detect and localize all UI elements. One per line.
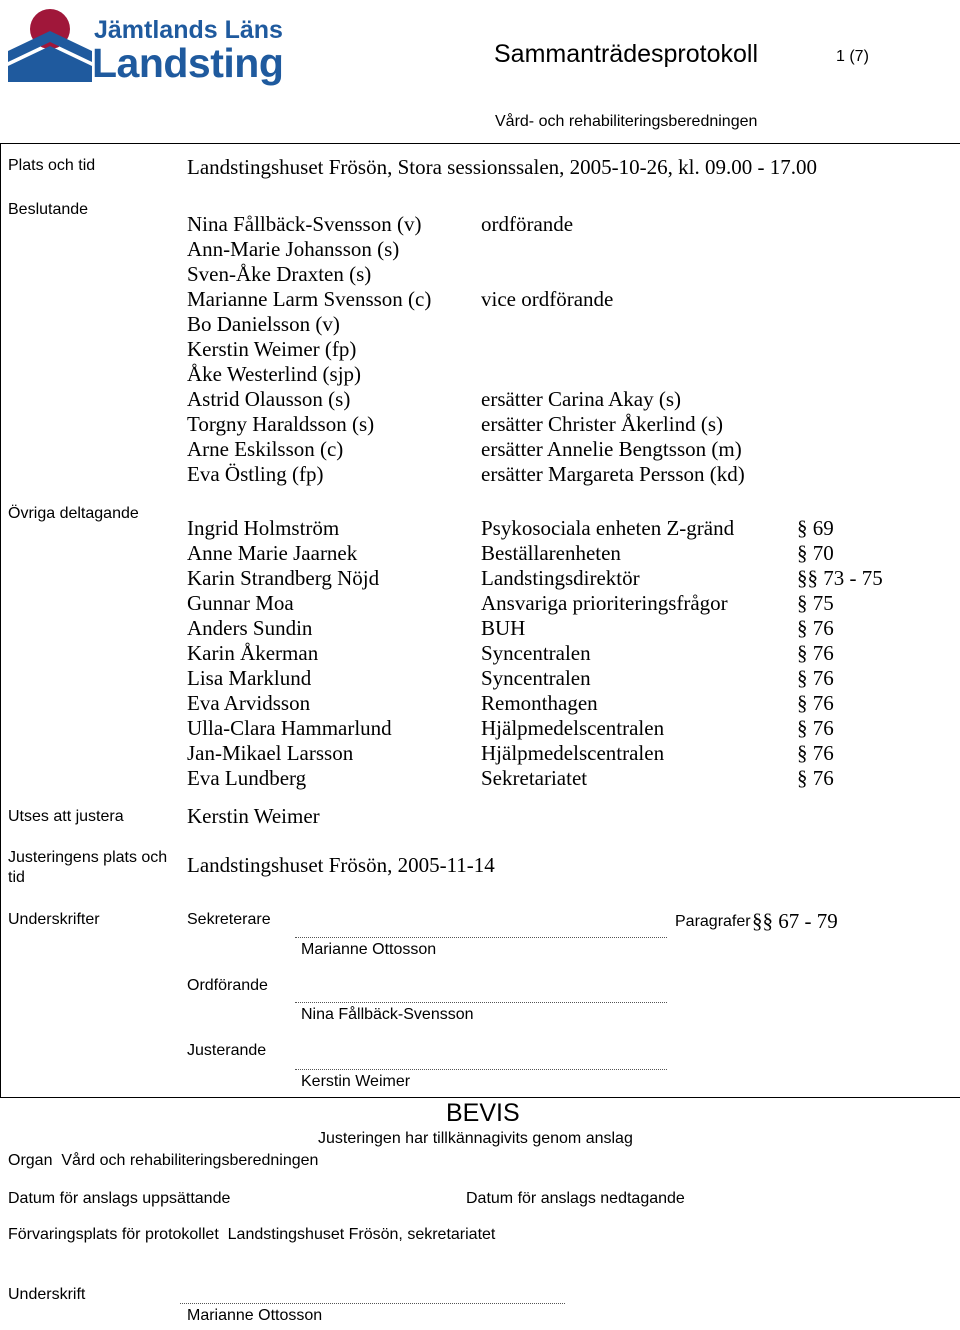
ovriga-paragraphs (797, 516, 883, 791)
list-item: § 76 (797, 616, 834, 640)
list-item: Eva Östling (fp) (187, 462, 324, 486)
list-item: ersätter Margareta Persson (kd) (481, 462, 745, 486)
list-item: Eva Arvidsson (187, 691, 311, 715)
list-item: Ulla-Clara Hammarlund (187, 716, 392, 740)
list-item: §§ 73 - 75 (797, 566, 883, 590)
list-item: Beställarenheten (481, 541, 621, 565)
list-item: ersätter Annelie Bengtsson (m) (481, 437, 742, 461)
datum-nedtagande-label: Datum för anslags nedtagande (466, 1190, 685, 1207)
list-item: Hjälpmedelscentralen (481, 741, 665, 765)
top-rule (0, 143, 960, 144)
list-item: ordförande (481, 212, 574, 236)
list-item (481, 237, 745, 262)
list-item: § 76 (797, 766, 834, 790)
list-item: § 76 (797, 741, 834, 765)
list-item: Arne Eskilsson (c) (187, 437, 344, 461)
organ-value: Vård och rehabiliteringsberedningen (61, 1152, 319, 1169)
list-item: Nina Fållbäck-Svensson (v) (187, 212, 422, 236)
justering-label-line2: tid (8, 869, 25, 886)
list-item (481, 262, 745, 287)
list-item: Gunnar Moa (187, 591, 294, 615)
list-item: Remonthagen (481, 691, 598, 715)
list-item: Astrid Olausson (s) (187, 387, 351, 411)
list-item: § 75 (797, 591, 834, 615)
forvaring-label: Förvaringsplats för protokollet (8, 1226, 219, 1243)
list-item: Bo Danielsson (v) (187, 312, 340, 336)
bevis-subtitle: Justeringen har tillkännagivits genom anslag (318, 1130, 633, 1147)
list-item: § 76 (797, 666, 834, 690)
list-item: Anders Sundin (187, 616, 313, 640)
organ-label: Organ (8, 1152, 53, 1169)
left-rule (0, 143, 1, 1098)
committee-name: Vård- och rehabiliteringsberedningen (495, 113, 758, 130)
list-item: ersätter Carina Akay (s) (481, 387, 682, 411)
page-number: 1 (7) (836, 48, 869, 65)
ovriga-label: Övriga deltagande (8, 505, 139, 522)
list-item: Sven-Åke Draxten (s) (187, 262, 372, 286)
ordforande-label: Ordförande (187, 977, 268, 994)
list-item (481, 337, 745, 362)
underskrift-name: Marianne Ottosson (187, 1307, 323, 1324)
ordforande-name: Nina Fållbäck-Svensson (301, 1006, 474, 1023)
beslutande-roles (481, 212, 745, 487)
justerande-signature-line (295, 1069, 667, 1070)
forvaring-row (8, 1226, 495, 1244)
justerande-label: Justerande (187, 1042, 267, 1059)
list-item: Sekretariatet (481, 766, 588, 790)
list-item: Karin Åkerman (187, 641, 319, 665)
list-item: Landstingsdirektör (481, 566, 640, 590)
document-title: Sammanträdesprotokoll (494, 40, 759, 68)
datum-uppsattande-label: Datum för anslags uppsättande (8, 1190, 231, 1207)
landsting-logo-icon (8, 6, 92, 84)
beslutande-label: Beslutande (8, 201, 89, 218)
list-item: Jan-Mikael Larsson (187, 741, 354, 765)
justera-label: Utses att justera (8, 808, 124, 825)
underskrifter-label: Underskrifter (8, 911, 100, 928)
list-item: ersätter Christer Åkerlind (s) (481, 412, 724, 436)
list-item: § 76 (797, 691, 834, 715)
list-item: § 76 (797, 641, 834, 665)
list-item: Ann-Marie Johansson (s) (187, 237, 400, 261)
plats-label: Plats och tid (8, 157, 96, 174)
list-item: Ansvariga prioriteringsfrågor (481, 591, 728, 615)
list-item (481, 312, 745, 337)
paragrafer-value: §§ 67 - 79 (752, 909, 838, 933)
list-item: Anne Marie Jaarnek (187, 541, 358, 565)
list-item: Karin Strandberg Nöjd (187, 566, 380, 590)
sekreterare-signature-line (295, 937, 667, 938)
list-item: Hjälpmedelscentralen (481, 716, 665, 740)
plats-value: Landstingshuset Frösön, Stora sessionssalen, 2005-10-26, kl. 09.00 - 17.00 (187, 155, 817, 179)
sekreterare-name: Marianne Ottosson (301, 941, 437, 958)
paragrafer-label: Paragrafer (675, 913, 751, 930)
list-item: Syncentralen (481, 641, 591, 665)
bevis-rule (0, 1097, 960, 1098)
ovriga-names (187, 516, 392, 791)
list-item (481, 362, 745, 387)
justerande-name: Kerstin Weimer (301, 1073, 411, 1090)
ordforande-signature-line (295, 1002, 667, 1003)
list-item: Torgny Haraldsson (s) (187, 412, 375, 436)
list-item: Psykosociala enheten Z-gränd (481, 516, 735, 540)
logo-line2: Landsting (92, 40, 284, 86)
list-item: § 70 (797, 541, 834, 565)
justering-value: Landstingshuset Frösön, 2005-11-14 (187, 853, 495, 877)
list-item: Åke Westerlind (sjp) (187, 362, 362, 386)
list-item: vice ordförande (481, 287, 614, 311)
logo-line1: Jämtlands Läns (94, 16, 283, 44)
list-item: Eva Lundberg (187, 766, 307, 790)
logo (8, 6, 284, 88)
list-item: Kerstin Weimer (fp) (187, 337, 357, 361)
underskrift-signature-line (180, 1303, 565, 1304)
justera-value: Kerstin Weimer (187, 804, 320, 828)
underskrift-label: Underskrift (8, 1286, 86, 1303)
organ-row (8, 1152, 318, 1170)
justering-label-line1: Justeringens plats och (8, 849, 168, 866)
list-item: Marianne Larm Svensson (c) (187, 287, 432, 311)
ovriga-units (481, 516, 734, 791)
list-item: Lisa Marklund (187, 666, 312, 690)
list-item: § 76 (797, 716, 834, 740)
bevis-title: BEVIS (446, 1099, 520, 1127)
sekreterare-label: Sekreterare (187, 911, 271, 928)
beslutande-names (187, 212, 431, 487)
list-item: § 69 (797, 516, 834, 540)
list-item: Ingrid Holmström (187, 516, 340, 540)
forvaring-value: Landstingshuset Frösön, sekretariatet (227, 1226, 496, 1243)
list-item: BUH (481, 616, 526, 640)
list-item: Syncentralen (481, 666, 591, 690)
